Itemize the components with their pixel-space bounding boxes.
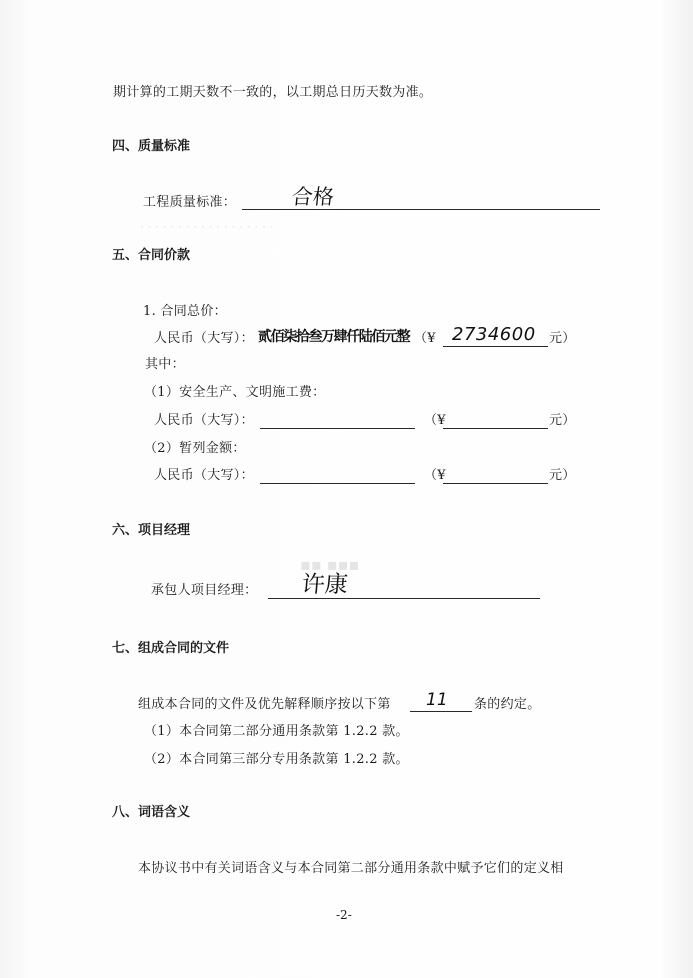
section-8-heading: 八、词语含义	[112, 805, 191, 820]
provisional-number-underline	[443, 483, 548, 484]
section-6-heading: 六、项目经理	[112, 523, 191, 538]
provisional-upper-underline	[260, 483, 415, 484]
total-rmb-upper-label: 人民币（大写）：	[154, 331, 254, 346]
quality-standard-value: 合格	[290, 185, 336, 209]
documents-item-1: （1）本合同第二部分通用条款第 1.2.2 款。	[144, 724, 409, 739]
clause-number-value: 11	[426, 690, 448, 710]
safety-yen-open: （¥	[424, 413, 446, 428]
clause-number-underline	[410, 711, 472, 712]
total-yen-open: （¥	[414, 331, 436, 346]
total-number-value: 2734600	[452, 324, 536, 345]
section-5-heading: 五、合同价款	[112, 248, 191, 263]
quality-standard-label: 工程质量标准：	[143, 195, 237, 210]
among-label: 其中：	[145, 357, 185, 372]
documents-intro-before: 组成本合同的文件及优先解释顺序按以下第	[138, 697, 391, 712]
safety-number-underline	[443, 428, 548, 429]
project-manager-value: 许康	[300, 572, 349, 598]
provisional-rmb-upper-label: 人民币（大写）：	[154, 468, 254, 483]
documents-item-2: （2）本合同第三部分专用条款第 1.2.2 款。	[144, 752, 409, 767]
page-number: -2-	[336, 908, 352, 922]
project-manager-label: 承包人项目经理：	[151, 583, 258, 598]
section-7-heading: 七、组成合同的文件	[112, 641, 230, 656]
total-rmb-upper-value: 贰佰柒拾叁万肆仟陆佰元整	[258, 329, 410, 345]
provisional-yen-open: （¥	[424, 468, 446, 483]
section-4-heading: 四、质量标准	[112, 139, 191, 154]
safety-fee-label: （1）安全生产、文明施工费：	[144, 385, 326, 400]
contract-total-label: 1. 合同总价：	[143, 304, 227, 319]
documents-intro-after: 条的约定。	[474, 697, 541, 712]
safety-rmb-upper-label: 人民币（大写）：	[154, 413, 254, 428]
definitions-body-text: 本协议书中有关词语含义与本合同第二部分通用条款中赋予它们的定义相	[138, 861, 564, 876]
provisional-yuan-close: 元）	[549, 468, 576, 483]
bleed-through-text: · · · · · · · · · · · · · · · · · ·	[140, 220, 274, 234]
continuation-text: 期计算的工期天数不一致的，以工期总日历天数为准。	[113, 85, 433, 100]
bleed-through-text: ▪▪ ▪▪▪	[300, 555, 360, 574]
total-yuan-close: 元）	[549, 331, 576, 346]
provisional-sum-label: （2）暂列金额：	[144, 441, 246, 456]
total-number-underline	[443, 346, 548, 347]
safety-upper-underline	[260, 428, 415, 429]
safety-yuan-close: 元）	[549, 413, 576, 428]
